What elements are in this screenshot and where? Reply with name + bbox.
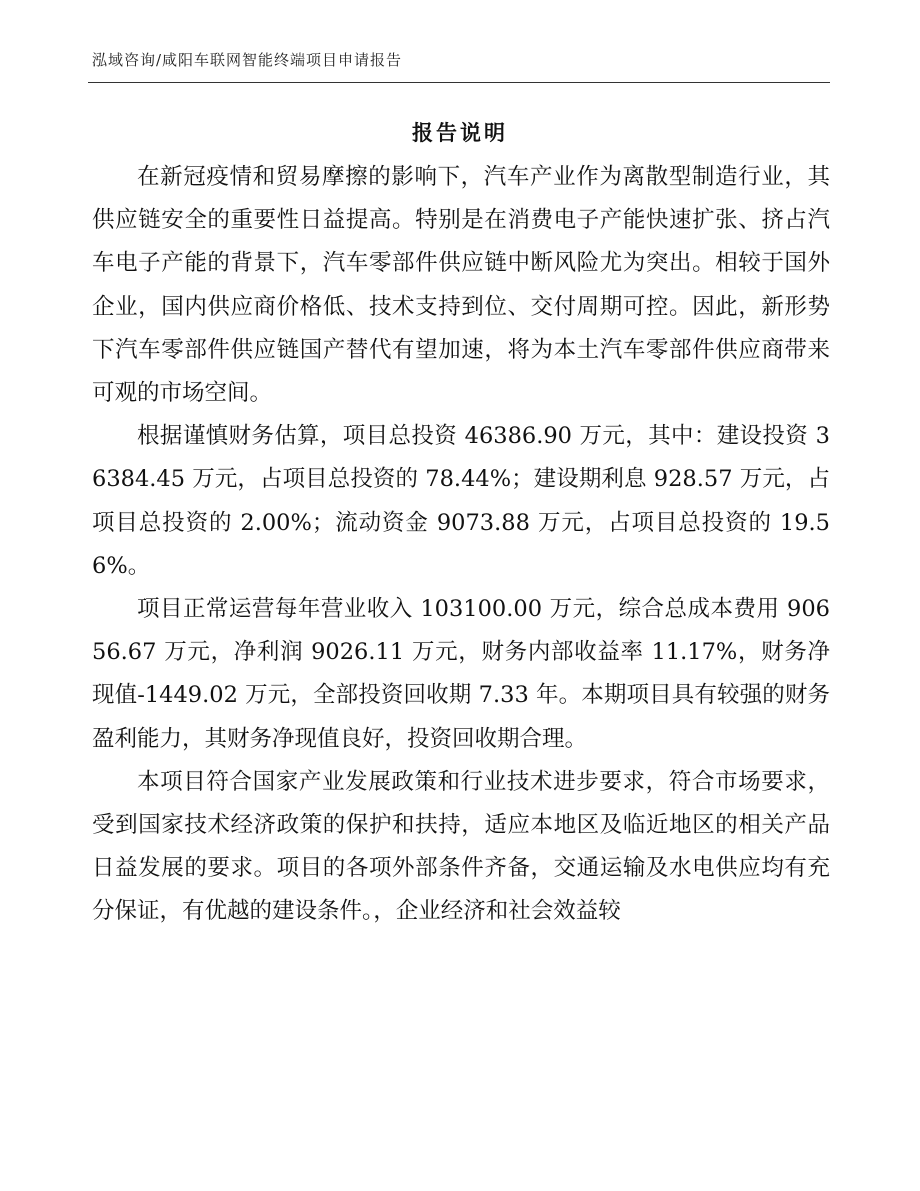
document-body [92,156,830,934]
paragraph-investment-estimate: 根据谨慎财务估算，项目总投资 46386.90 万元，其中：建设投资 36384.45 万元，占项目总投资的 78.44%；建设期利息 928.57 万元，占项目总投资的 2.00%；流动资金 9073.88 万元，占项目总投资的 19.56%。 [92,423,830,579]
paragraph-policy-conditions: 本项目符合国家产业发展政策和行业技术进步要求，符合市场要求，受到国家技术经济政策的保护和扶持，适应本地区及临近地区的相关产品日益发展的要求。项目的各项外部条件齐备，交通运输及水电供应均有充分保证，有优越的建设条件。，企业经济和社会效益较 [92,768,830,925]
running-header: 泓域咨询/咸阳车联网智能终端项目申请报告 [92,51,403,69]
paragraph-financial-indicators: 项目正常运营每年营业收入 103100.00 万元，综合总成本费用 90656.67 万元，净利润 9026.11 万元，财务内部收益率 11.17%，财务净现值-1449.02 万元，全部投资回收期 7.33 年。本期项目具有较强的财务盈利能力，其财务净现值良好，投资回收期合理。 [92,596,830,752]
document-title: 报告说明 [412,120,508,145]
header-divider [88,82,830,83]
paragraph-supply-chain-background: 在新冠疫情和贸易摩擦的影响下，汽车产业作为离散型制造行业，其供应链安全的重要性日益提高。特别是在消费电子产能快速扩张、挤占汽车电子产能的背景下，汽车零部件供应链中断风险尤为突出。相较于国外企业，国内供应商价格低、技术支持到位、交付周期可控。因此，新形势下汽车零部件供应链国产替代有望加速，将为本土汽车零部件供应商带来可观的市场空间。 [92,164,830,407]
